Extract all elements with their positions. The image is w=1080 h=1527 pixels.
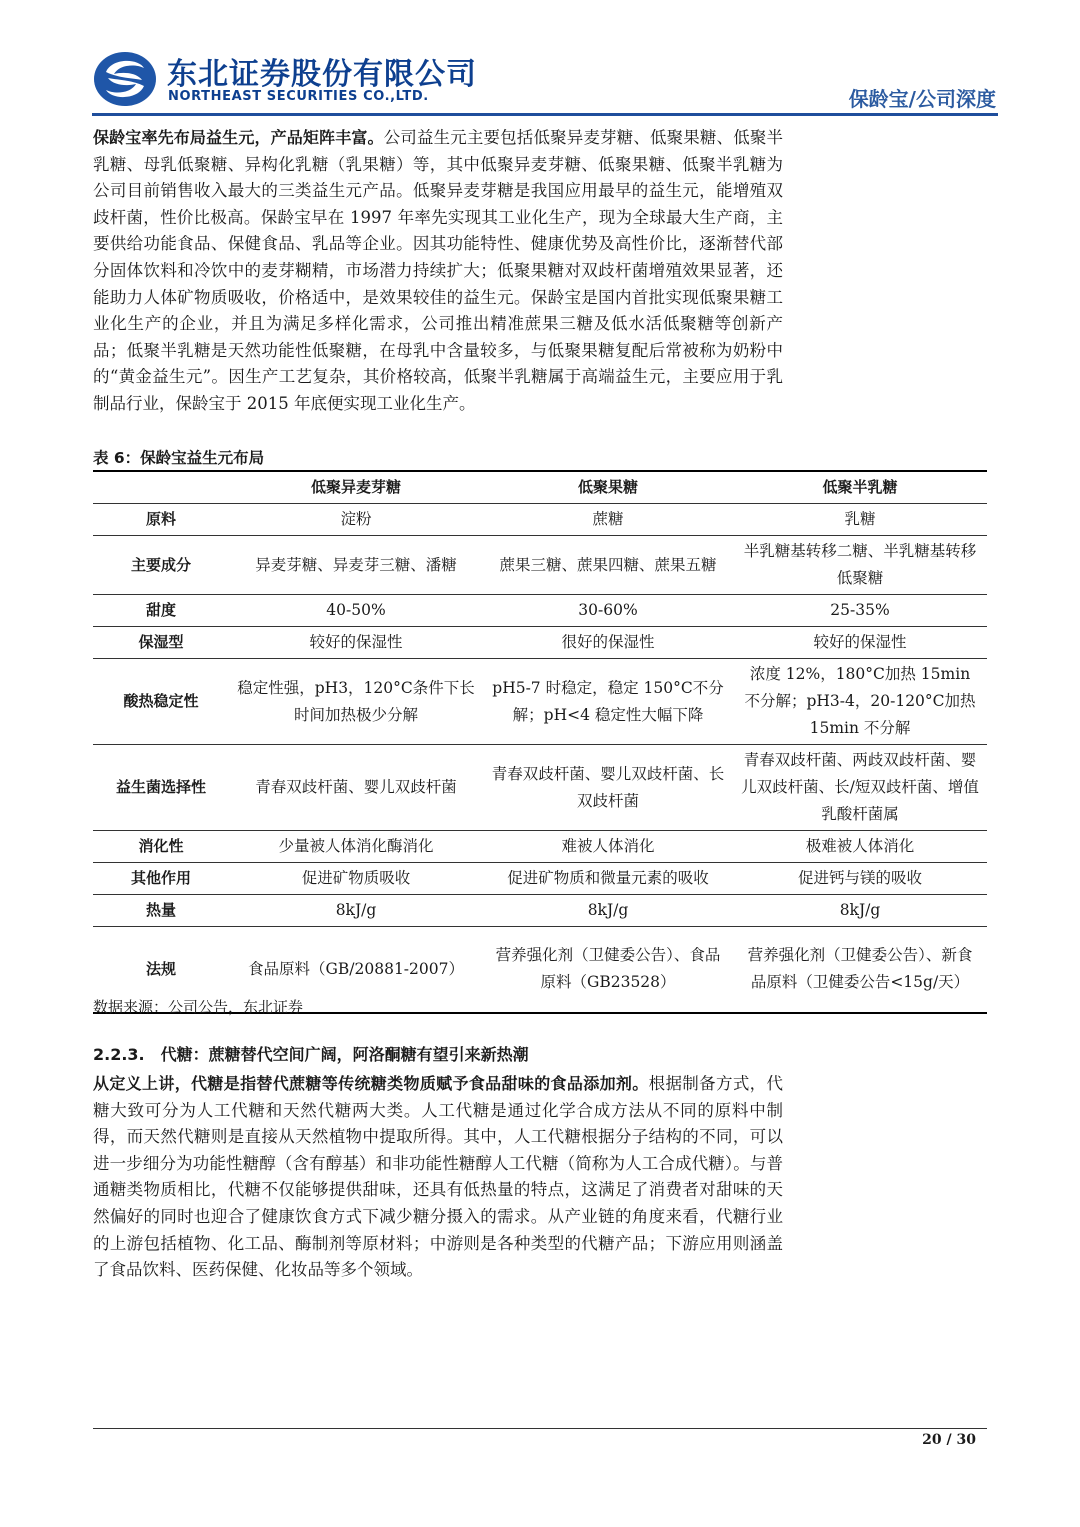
table-row — [93, 863, 987, 895]
row-label: 其他作用 — [130, 869, 191, 887]
table-cell: 少量被人体消化酶消化 — [278, 837, 434, 855]
company-name-en: NORTHEAST SECURITIES CO.,LTD. — [168, 89, 429, 104]
column-header: 低聚异麦芽糖 — [310, 478, 401, 496]
table-cell: 青春双歧杆菌、婴儿双歧杆菌、长双歧杆菌 — [491, 764, 725, 810]
company-name-cn: 东北证券股份有限公司 — [167, 57, 477, 92]
row-label: 主要成分 — [130, 555, 191, 574]
row-label: 法规 — [145, 959, 176, 978]
footer-divider — [93, 1428, 987, 1429]
table-cell: 食品原料（GB/20881-2007） — [248, 959, 464, 978]
page-number: 20 / 30 — [922, 1432, 976, 1448]
table-cell: 8kJ/g — [839, 901, 881, 919]
table-cell: 较好的保湿性 — [309, 633, 403, 651]
header-divider — [92, 113, 998, 116]
table-row — [93, 659, 987, 745]
row-label: 酸热稳定性 — [123, 692, 199, 710]
section-paragraph — [93, 1071, 783, 1284]
row-label: 消化性 — [138, 837, 184, 855]
table-cell: 半乳糖基转移二糖、半乳糖基转移低聚糖 — [743, 542, 977, 587]
table-cell: 8kJ/g — [335, 901, 377, 919]
table-cell: 难被人体消化 — [561, 837, 655, 855]
intro-body: 公司益生元主要包括低聚异麦芽糖、低聚果糖、低聚半乳糖、母乳低聚糖、异构化乳糖（乳果糖）等，其中低聚异麦芽糖、低聚果糖、低聚半乳糖为公司目前销售收入最大的三类益生元产品。低聚异麦芽糖是我国应用最早的益生元，能增殖双歧杆菌，性价比极高。保龄宝早在 1997 年率先实现其工业化生产，现为全球最大生产商，主要供给功能食品、保健食品、乳品等企业。因其功能特性、健康优势及高性价比，逐渐替代部分固体饮料和冷饮中的麦芽糊精，市场潜力持续扩大；低聚果糖对双歧杆菌增殖效果显著，还能助力人体矿物质吸收，价格适中，是效果较佳的益生元。保龄宝是国内首批实现低聚果糖工业化生产的企业，并且为满足多样化需求，公司推出精准蔗果三糖及低水活低聚糖等创新产品；低聚半乳糖是天然功能性低聚糖，在母乳中含量较多，与低聚果糖复配后常被称为奶粉中的“黄金益生元”。因生产工艺复杂，其价格较高，低聚半乳糖属于高端益生元，主要应用于乳制品行业，保龄宝于 2015 年底便实现工业化生产。 — [93, 128, 783, 413]
table-cell: 较好的保湿性 — [813, 633, 907, 651]
section-body: 根据制备方式，代糖大致可分为人工代糖和天然代糖两大类。人工代糖是通过化学合成方法从不同的原料中制得，而天然代糖则是直接从天然植物中提取所得。其中，人工代糖根据分子结构的不同，可以进一步细分为功能性糖醇（含有醇基）和非功能性糖醇人工代糖（简称为人工合成代糖）。与普通糖类物质相比，代糖不仅能够提供甜味，还具有低热量的特点，这满足了消费者对甜味的天然偏好的同时也迎合了健康饮食方式下减少糖分摄入的需求。从产业链的角度来看，代糖行业的上游包括植物、化工品、酶制剂等原材料；中游则是各种类型的代糖产品；下游应用则涵盖了食品饮料、医药保健、化妆品等多个领域。 — [93, 1074, 783, 1280]
column-header: 低聚半乳糖 — [822, 478, 898, 496]
table-cell: 蔗果三糖、蔗果四糖、蔗果五糖 — [499, 555, 717, 574]
row-label: 益生菌选择性 — [115, 778, 206, 796]
table-cell: pH5-7 时稳定，稳定 150°C不分解；pH<4 稳定性大幅下降 — [492, 678, 724, 724]
intro-lead: 保龄宝率先布局益生元，产品矩阵丰富。 — [93, 128, 384, 147]
table-row — [93, 895, 987, 927]
table-row — [93, 831, 987, 863]
column-header: 低聚果糖 — [577, 478, 638, 496]
table-row — [93, 504, 987, 536]
table-source: 数据来源：公司公告，东北证券 — [93, 998, 304, 1016]
row-label: 原料 — [145, 510, 176, 528]
report-tag: 保龄宝/公司深度 — [848, 87, 996, 111]
table-cell: 促进矿物质吸收 — [301, 869, 411, 887]
table-cell: 青春双歧杆菌、两歧双歧杆菌、婴儿双歧杆菌、长/短双歧杆菌、增值乳酸杆菌属 — [741, 751, 979, 823]
table-cell: 40-50% — [326, 601, 386, 619]
table-cell: 30-60% — [578, 601, 638, 619]
table-cell: 乳糖 — [844, 510, 876, 528]
table-cell: 稳定性强，pH3，120°C条件下长时间加热极少分解 — [237, 678, 475, 724]
table-cell: 异麦芽糖、异麦芽三糖、潘糖 — [255, 555, 457, 574]
row-label: 保湿型 — [138, 633, 184, 651]
table-cell: 极难被人体消化 — [805, 837, 915, 855]
table-caption: 表 6：保龄宝益生元布局 — [93, 449, 265, 467]
section-number: 2.2.3. — [93, 1045, 145, 1064]
prebiotic-table — [93, 470, 987, 1014]
table-cell: 青春双歧杆菌、婴儿双歧杆菌 — [255, 778, 457, 796]
row-label: 甜度 — [145, 601, 176, 619]
table-cell: 淀粉 — [340, 510, 372, 528]
table-header-row — [93, 471, 987, 504]
table-cell: 营养强化剂（卫健委公告）、新食品原料（卫健委公告<15g/天） — [747, 946, 973, 992]
section-title: 代糖：蔗糖替代空间广阔，阿洛酮糖有望引来新热潮 — [160, 1045, 529, 1064]
table-row — [93, 595, 987, 627]
table-cell: 浓度 12%，180°C加热 15min 不分解；pH3-4，20-120°C加热 15min 不分解 — [744, 665, 976, 737]
table-cell: 促进矿物质和微量元素的吸收 — [507, 869, 709, 887]
section-heading — [93, 1042, 529, 1065]
table-cell: 25-35% — [830, 601, 890, 619]
row-label: 热量 — [145, 901, 176, 919]
section-lead: 从定义上讲，代糖是指替代蔗糖等传统糖类物质赋予食品甜味的食品添加剂。 — [93, 1074, 649, 1093]
table-row — [93, 536, 987, 595]
column-header — [93, 471, 229, 504]
table-row — [93, 627, 987, 659]
table-cell: 营养强化剂（卫健委公告）、食品原料（GB23528） — [495, 946, 721, 992]
table-cell: 蔗糖 — [592, 510, 624, 528]
company-logo-icon — [92, 50, 158, 108]
table-cell: 8kJ/g — [587, 901, 629, 919]
intro-paragraph — [93, 125, 783, 418]
page-header — [92, 45, 998, 113]
table-cell: 促进钙与镁的吸收 — [797, 869, 922, 887]
table-cell: 很好的保湿性 — [561, 633, 655, 651]
table-row — [93, 745, 987, 831]
